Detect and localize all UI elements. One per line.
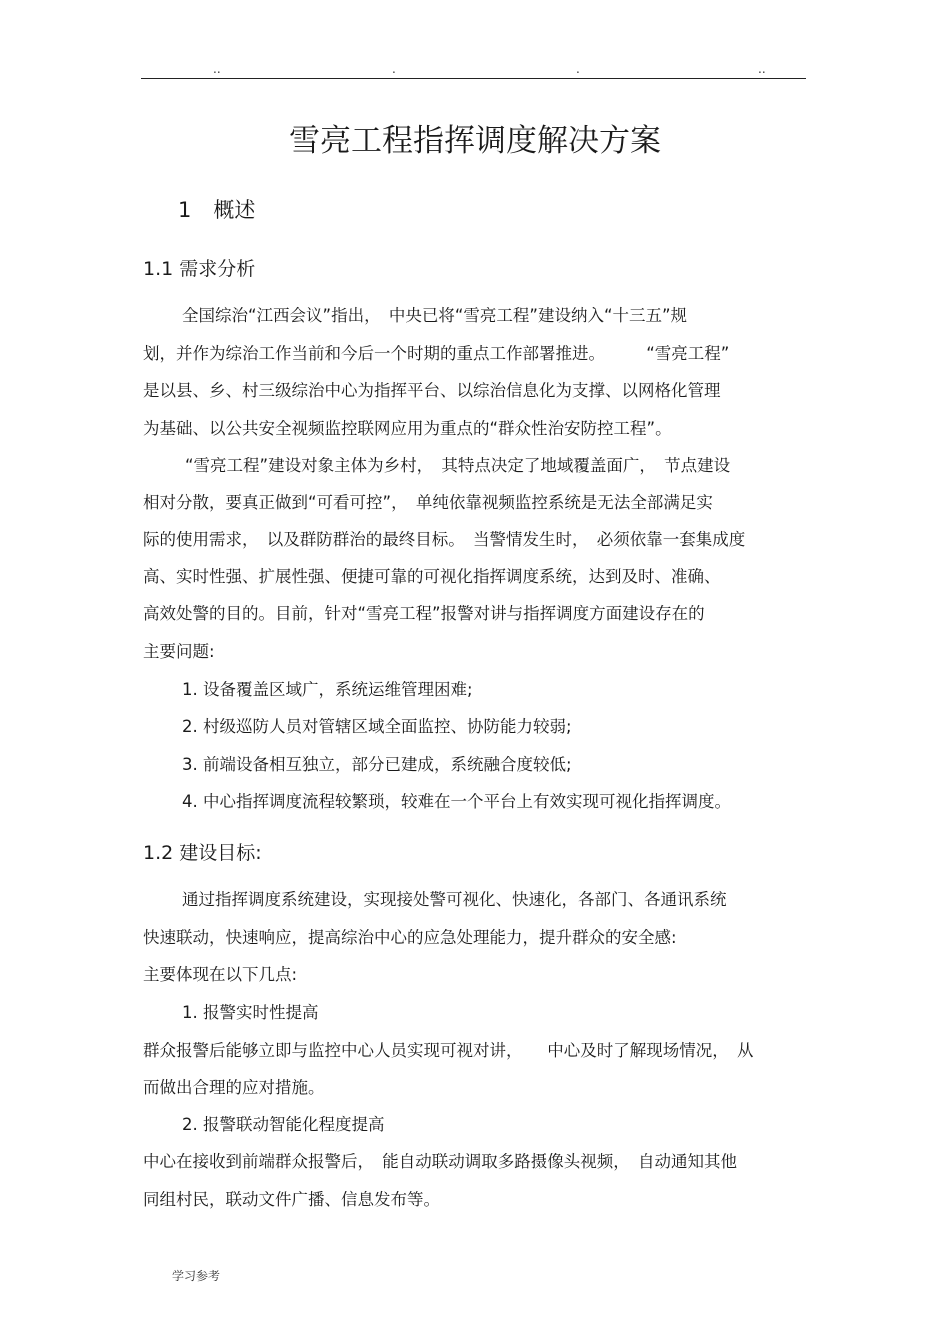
paragraph-line: 际的使用需求， 以及群防群治的最终目标。 当警情发生时， 必须依靠一套集成度: [143, 530, 746, 549]
document-title: 雪亮工程指挥调度解决方案: [289, 123, 661, 159]
section-number: 1: [178, 198, 192, 222]
header-rule: [141, 78, 806, 79]
section-heading-1: [178, 196, 255, 224]
paragraph-line: 通过指挥调度系统建设，实现接处警可视化、快速化，各部门、各通讯系统: [182, 890, 727, 909]
section-heading-1-1: 1.1 需求分析: [143, 258, 256, 280]
header-mark: ..: [758, 62, 766, 76]
list-item: 1. 设备覆盖区域广，系统运维管理困难;: [182, 680, 473, 699]
paragraph-line: 高、实时性强、扩展性强、便捷可靠的可视化指挥调度系统，达到及时、准确、: [143, 567, 721, 586]
paragraph-line: “雪亮工程”建设对象主体为乡村， 其特点决定了地域覆盖面广， 节点建设: [185, 456, 731, 475]
list-item: 1. 报警实时性提高: [182, 1003, 319, 1022]
section-title: 概述: [213, 198, 256, 222]
paragraph-line: 主要体现在以下几点:: [143, 965, 298, 984]
paragraph-line: 相对分散，要真正做到“可看可控”， 单纯依靠视频监控系统是无法全部满足实: [143, 493, 713, 512]
paragraph-line: 同组村民，联动文件广播、信息发布等。: [143, 1190, 440, 1209]
header-mark: ..: [213, 62, 221, 76]
paragraph-line: 主要问题:: [143, 642, 215, 661]
header-mark: .: [392, 62, 396, 76]
paragraph-line: 中心在接收到前端群众报警后， 能自动联动调取多路摄像头视频， 自动通知其他: [143, 1152, 737, 1171]
section-heading-1-2: 1.2 建设目标:: [143, 842, 262, 864]
footer-text: 学习参考: [172, 1269, 221, 1283]
paragraph-line: 高效处警的目的。目前，针对“雪亮工程”报警对讲与指挥调度方面建设存在的: [143, 604, 705, 623]
list-item: 4. 中心指挥调度流程较繁琐，较难在一个平台上有效实现可视化指挥调度。: [182, 792, 731, 811]
paragraph-line: 划，并作为综治工作当前和今后一个时期的重点工作部署推进。 “雪亮工程”: [143, 344, 730, 363]
paragraph-line: 而做出合理的应对措施。: [143, 1078, 325, 1097]
paragraph-line: 快速联动，快速响应，提高综治中心的应急处理能力，提升群众的安全感:: [143, 928, 677, 947]
paragraph-line: 为基础、以公共安全视频监控联网应用为重点的“群众性治安防控工程”。: [143, 419, 672, 438]
list-item: 2. 报警联动智能化程度提高: [182, 1115, 385, 1134]
paragraph-line: 是以县、乡、村三级综治中心为指挥平台、以综治信息化为支撑、以网格化管理: [143, 381, 721, 400]
paragraph-line: 全国综治“江西会议”指出， 中央已将“雪亮工程”建设纳入“十三五”规: [182, 306, 688, 325]
header-mark: .: [576, 62, 580, 76]
list-item: 2. 村级巡防人员对管辖区域全面监控、协防能力较弱;: [182, 717, 572, 736]
paragraph-line: 群众报警后能够立即与监控中心人员实现可视对讲， 中心及时了解现场情况， 从: [143, 1041, 754, 1060]
list-item: 3. 前端设备相互独立，部分已建成，系统融合度较低;: [182, 755, 572, 774]
